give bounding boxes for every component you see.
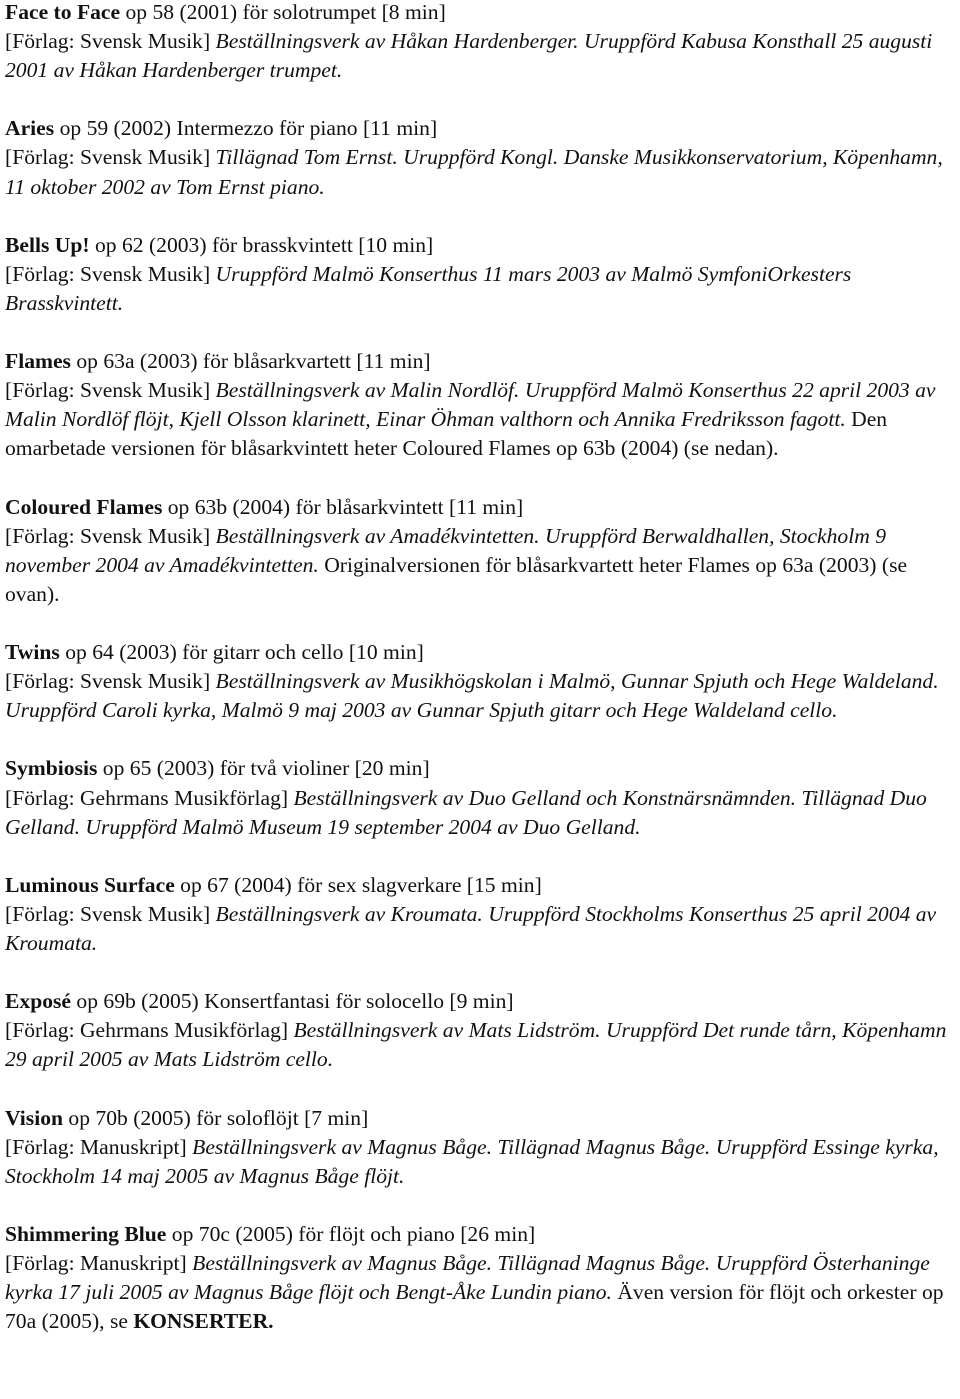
work-title: Flames bbox=[5, 349, 71, 374]
work-entry bbox=[5, 0, 958, 85]
work-details: Beställningsverk av Kroumata. Uruppförd Stockholms Konserthus 25 april 2004 av Kroumata. bbox=[5, 901, 937, 955]
work-title: Bells Up! bbox=[5, 232, 90, 257]
work-title: Exposé bbox=[5, 989, 71, 1014]
work-entry bbox=[5, 638, 958, 725]
work-heading: op 67 (2004) för sex slagverkare [15 min] bbox=[174, 872, 542, 897]
work-title: Coloured Flames bbox=[5, 494, 163, 519]
work-details: Tillägnad Tom Ernst. Uruppförd Kongl. Danske Musikkonservatorium, Köpenhamn, 11 oktober 2002 av Tom Ernst piano. bbox=[5, 145, 943, 199]
work-entry bbox=[5, 1220, 958, 1336]
work-details: Beställningsverk av Duo Gelland och Konstnärsnämnden. Tillägnad Duo Gelland. Uruppförd Malmö Museum 19 september 2004 av Duo Gelland. bbox=[5, 785, 927, 839]
publisher: [Förlag: Svensk Musik] bbox=[5, 378, 216, 403]
work-entry bbox=[5, 754, 958, 841]
publisher: [Förlag: Gehrmans Musikförlag] bbox=[5, 1018, 294, 1043]
work-heading: op 70b (2005) för soloflöjt [7 min] bbox=[63, 1105, 369, 1130]
work-title: Aries bbox=[5, 116, 55, 141]
work-heading: op 63a (2003) för blåsarkvartett [11 min] bbox=[70, 349, 431, 374]
work-title: Twins bbox=[5, 640, 60, 665]
work-heading: op 64 (2003) för gitarr och cello [10 min] bbox=[59, 640, 424, 665]
work-details: Beställningsverk av Magnus Båge. Tillägnad Magnus Båge. Uruppförd Österhaninge kyrka 17 juli 2005 av Magnus Båge flöjt och Bengt-Åke Lundin piano. bbox=[5, 1251, 930, 1305]
work-entry bbox=[5, 871, 958, 958]
publisher: [Förlag: Svensk Musik] bbox=[5, 145, 216, 170]
work-entry bbox=[5, 231, 958, 318]
publisher: [Förlag: Svensk Musik] bbox=[5, 523, 216, 548]
work-entry bbox=[5, 114, 958, 201]
work-heading: op 69b (2005) Konsertfantasi för solocello [9 min] bbox=[71, 989, 514, 1014]
publisher: [Förlag: Manuskript] bbox=[5, 1251, 193, 1276]
publisher: [Förlag: Svensk Musik] bbox=[5, 669, 216, 694]
work-entry bbox=[5, 347, 958, 463]
work-heading: op 63b (2004) för blåsarkvintett [11 min] bbox=[162, 494, 524, 519]
work-heading: op 70c (2005) för flöjt och piano [26 min] bbox=[166, 1221, 536, 1246]
publisher: [Förlag: Svensk Musik] bbox=[5, 29, 216, 54]
work-details: Beställningsverk av Amadékvintetten. Uruppförd Berwaldhallen, Stockholm 9 november 2004 av Amadékvintetten. bbox=[5, 523, 887, 577]
work-details: Beställningsverk av Mats Lidström. Uruppförd Det runde tårn, Köpenhamn 29 april 2005 av Mats Lidström cello. bbox=[5, 1018, 947, 1072]
work-title: Symbiosis bbox=[5, 756, 98, 781]
publisher: [Förlag: Svensk Musik] bbox=[5, 261, 216, 286]
work-title: Face to Face bbox=[5, 0, 121, 24]
work-title: Shimmering Blue bbox=[5, 1221, 167, 1246]
work-heading: op 65 (2003) för två violiner [20 min] bbox=[97, 756, 430, 781]
work-note: Originalversionen för blåsarkvartett heter Flames op 63a (2003) (se ovan). bbox=[5, 552, 908, 606]
work-note: Den omarbetade versionen för blåsarkvintett heter Coloured Flames op 63b (2004) (se nedan). bbox=[5, 407, 888, 461]
publisher: [Förlag: Gehrmans Musikförlag] bbox=[5, 785, 294, 810]
work-heading: op 62 (2003) för brasskvintett [10 min] bbox=[89, 232, 434, 257]
work-entry bbox=[5, 987, 958, 1074]
work-details: Uruppförd Malmö Konserthus 11 mars 2003 av Malmö SymfoniOrkesters Brasskvintett. bbox=[5, 261, 852, 315]
work-heading: op 59 (2002) Intermezzo för piano [11 min] bbox=[54, 116, 438, 141]
work-title: Luminous Surface bbox=[5, 872, 175, 897]
work-entry bbox=[5, 493, 958, 609]
work-heading: op 58 (2001) för solotrumpet [8 min] bbox=[120, 0, 446, 24]
work-title: Vision bbox=[5, 1105, 64, 1130]
work-details: Beställningsverk av Håkan Hardenberger. Uruppförd Kabusa Konsthall 25 augusti 2001 av Håkan Hardenberger trumpet. bbox=[5, 29, 933, 83]
work-details: Beställningsverk av Malin Nordlöf. Uruppförd Malmö Konserthus 22 april 2003 av Malin Nordlöf flöjt, Kjell Olsson klarinett, Einar Öhman valthorn och Annika Fredriksson fagott. bbox=[5, 378, 936, 432]
work-details: Beställningsverk av Magnus Båge. Tillägnad Magnus Båge. Uruppförd Essinge kyrka, Stockholm 14 maj 2005 av Magnus Båge flöjt. bbox=[5, 1134, 939, 1188]
publisher: [Förlag: Svensk Musik] bbox=[5, 901, 216, 926]
publisher: [Förlag: Manuskript] bbox=[5, 1134, 193, 1159]
work-note: Även version för flöjt och orkester op 70a (2005), se bbox=[5, 1280, 944, 1334]
cross-reference: KONSERTER. bbox=[133, 1309, 274, 1334]
work-details: Beställningsverk av Musikhögskolan i Malmö, Gunnar Spjuth och Hege Waldeland. Uruppförd Caroli kyrka, Malmö 9 maj 2003 av Gunnar Spjuth gitarr och Hege Waldeland cello. bbox=[5, 669, 939, 723]
work-entry bbox=[5, 1104, 958, 1191]
